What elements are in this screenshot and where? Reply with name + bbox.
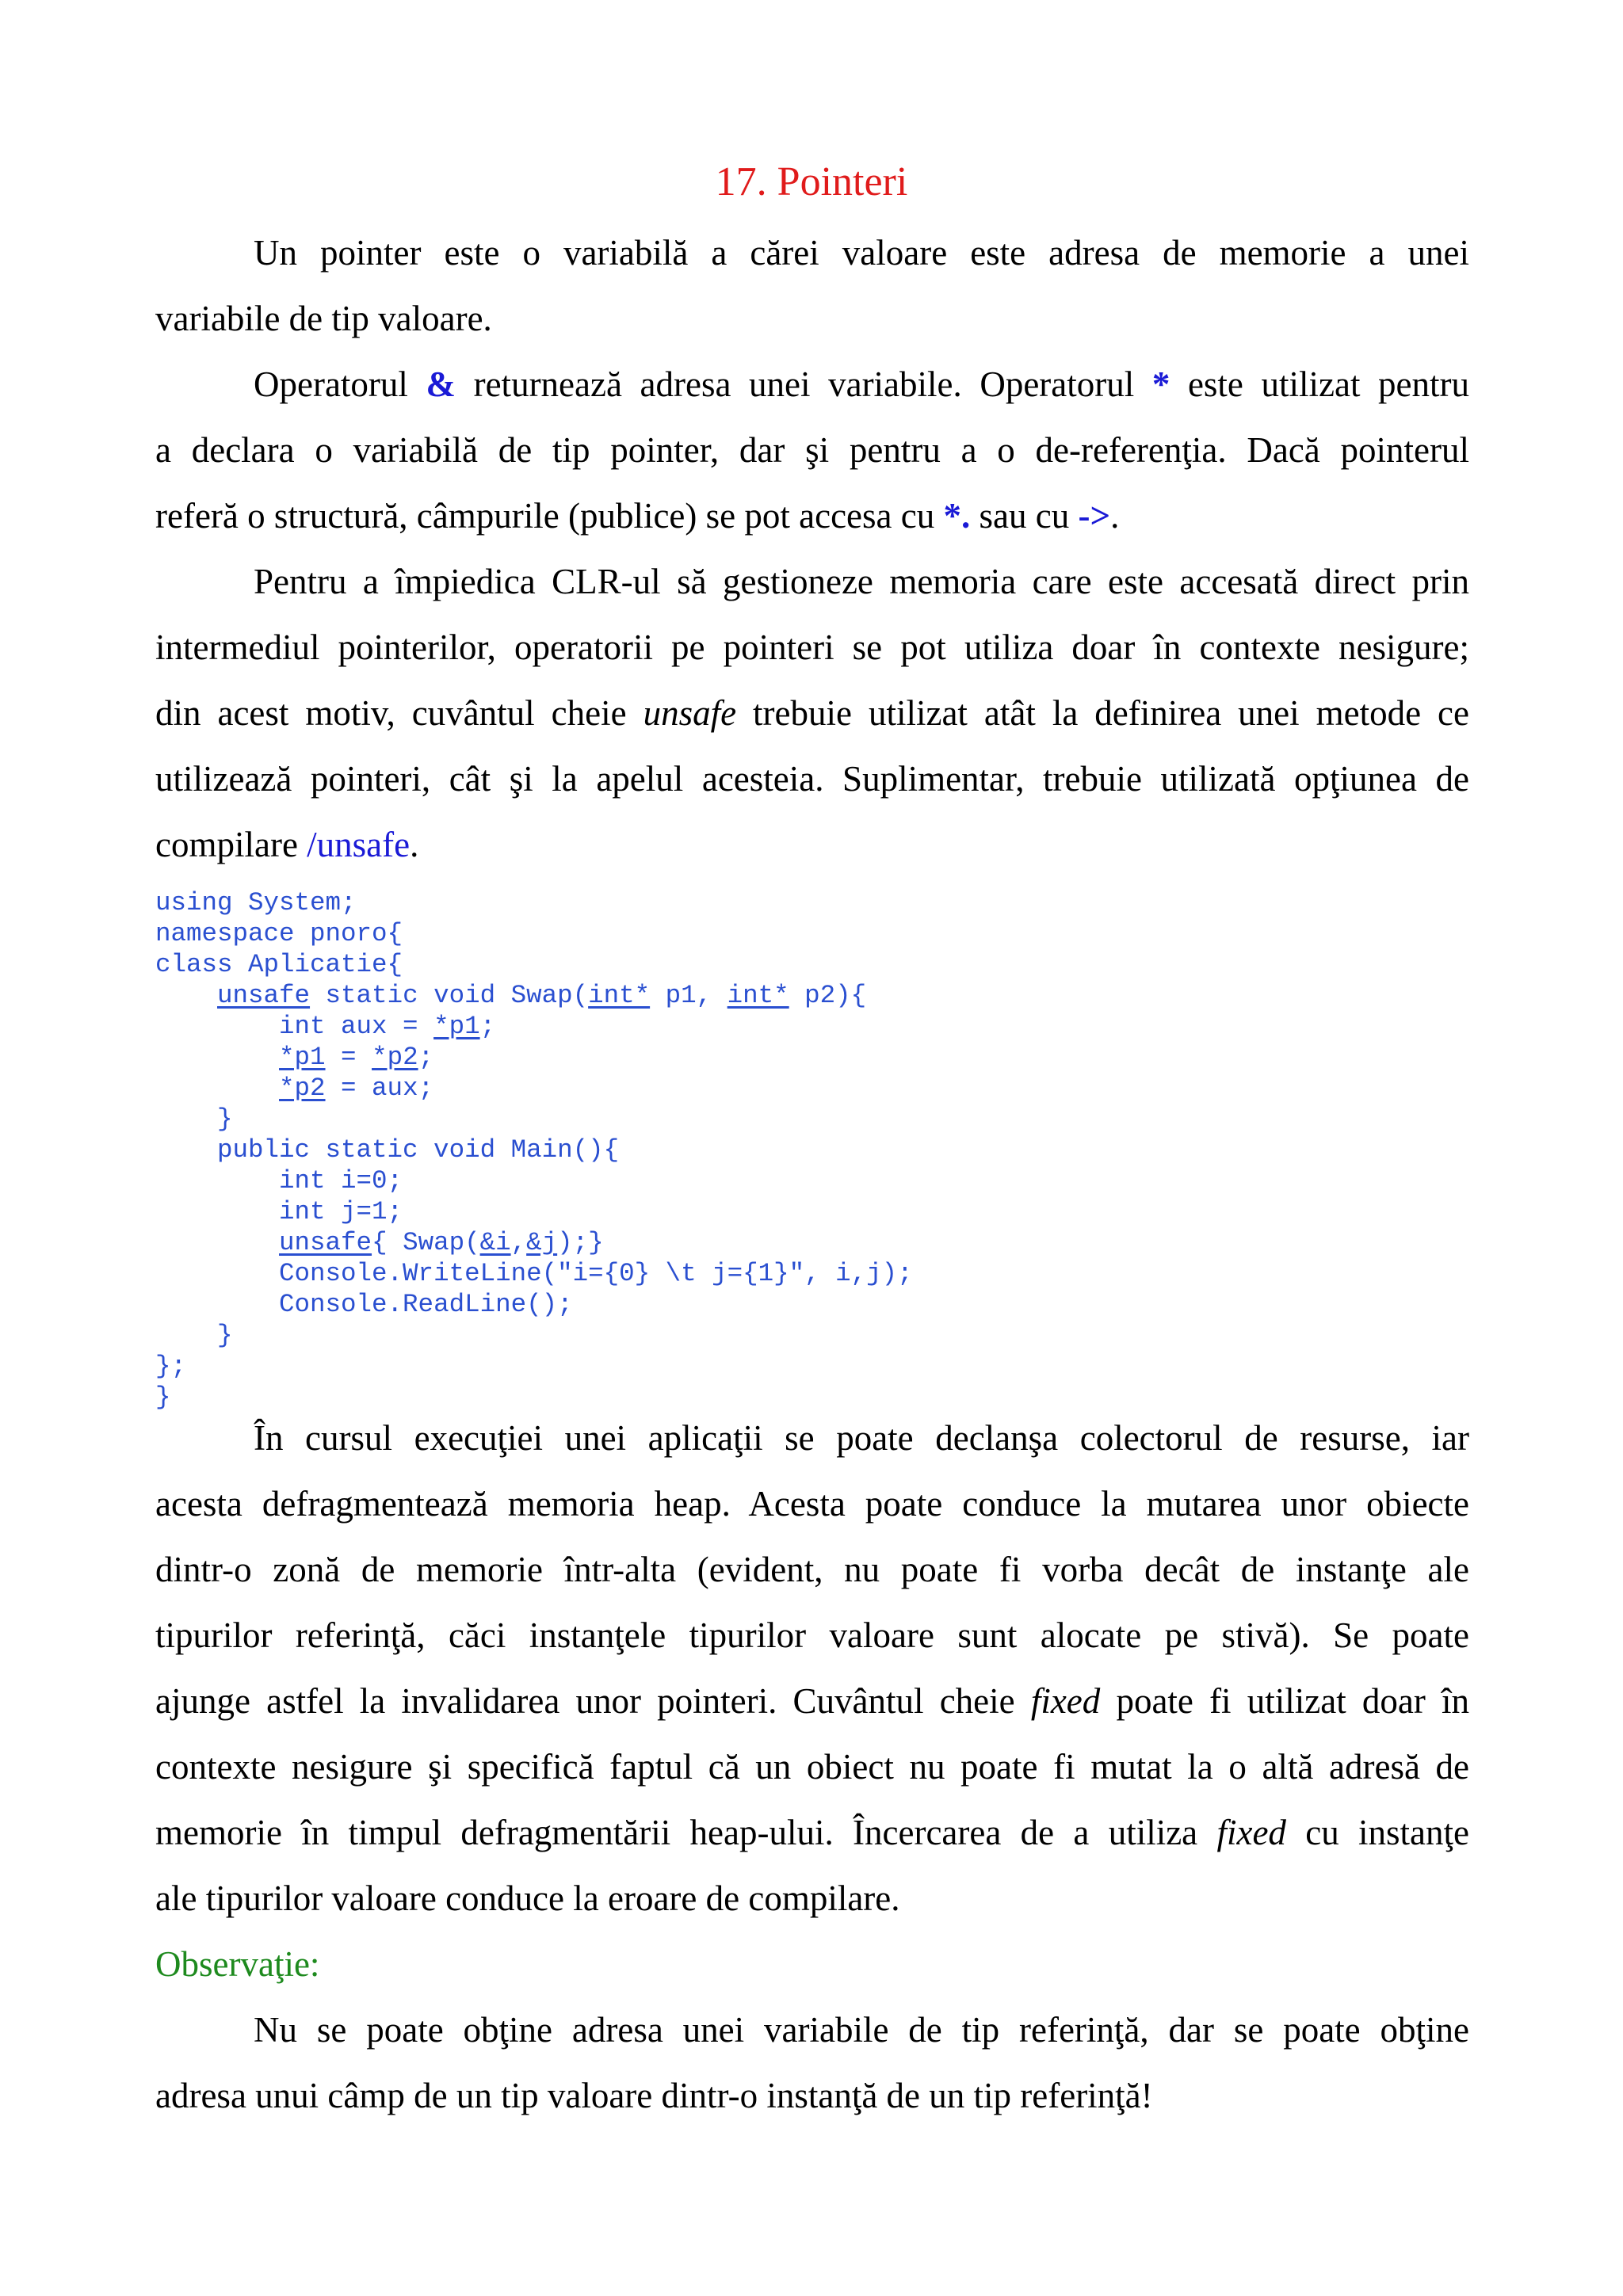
code-line: }; [155, 1352, 187, 1381]
unsafe-keyword: unsafe [643, 693, 737, 733]
code-line: } [155, 1383, 171, 1412]
code-line: public static void Main(){ [217, 1135, 620, 1165]
unsafe-compiler-option: /unsafe [307, 825, 411, 864]
code-listing [155, 887, 1344, 1413]
paragraph-fixed-line-4: tipurilor referinţă, căci instanţele tipurilor valoare sunt alocate pe stivă). Se poate [155, 1615, 1469, 1655]
code-line: Console.WriteLine("i={0} \t j={1}", i,j); [279, 1259, 913, 1288]
paragraph-fixed-line-5: ajunge astfel la invalidarea unor pointeri. Cuvântul cheie fixed poate fi utilizat doar în [155, 1681, 1470, 1721]
code-line: } [217, 1104, 233, 1134]
fixed-keyword: fixed [1030, 1681, 1101, 1721]
code-line: Console.ReadLine(); [279, 1290, 573, 1319]
code-line: *p2 = aux; [279, 1074, 434, 1103]
code-line: *p1 = *p2; [279, 1043, 434, 1072]
ampersand-operator: & [426, 364, 456, 404]
paragraph-fixed-line-2: acesta defragmentează memoria heap. Acesta poate conduce la mutarea unor obiecte [155, 1484, 1469, 1524]
paragraph-operators-line-3: referă o structură, câmpurile (publice) se pot accesa cu *. sau cu ->. [155, 496, 1120, 536]
paragraph-observatie-line-1: Nu se poate obţine adresa unei variabile de tip referinţă, dar se poate obţine [254, 2010, 1469, 2050]
paragraph-fixed-line-6: contexte nesigure şi specifică faptul că un obiect nu poate fi mutat la o altă adresă de [155, 1747, 1469, 1787]
observatie-heading: Observaţie: [155, 1944, 320, 1984]
star-operator: * [1151, 364, 1170, 404]
paragraph-unsafe-line-1: Pentru a împiedica CLR-ul să gestioneze memoria care este accesată direct prin [254, 562, 1469, 601]
page-title: 17. Pointeri [715, 159, 908, 204]
code-line: unsafe{ Swap(&i,&j);} [279, 1228, 604, 1257]
code-line: class Aplicatie{ [155, 950, 403, 979]
arrow-operator: -> [1078, 496, 1111, 536]
code-line: using System; [155, 888, 357, 917]
code-line: int i=0; [279, 1166, 403, 1196]
paragraph-observatie-line-2: adresa unui câmp de un tip valoare dintr-o instanţă de un tip referinţă! [155, 2076, 1153, 2115]
paragraph-unsafe-line-4: utilizează pointeri, cât şi la apelul acesteia. Suplimentar, trebuie utilizată opţiunea de [155, 759, 1469, 799]
code-line: namespace pnoro{ [155, 919, 403, 948]
paragraph-fixed-line-3: dintr-o zonă de memorie într-alta (evident, nu poate fi vorba decât de instanţe ale [155, 1550, 1469, 1589]
paragraph-fixed-line-1: În cursul execuţiei unei aplicaţii se poate declanşa colectorul de resurse, iar [254, 1418, 1469, 1458]
paragraph-fixed-line-7: memorie în timpul defragmentării heap-ului. Încercarea de a utiliza fixed cu instanţe [155, 1813, 1469, 1852]
paragraph-fixed-line-8: ale tipurilor valoare conduce la eroare de compilare. [155, 1878, 900, 1918]
code-line: int aux = *p1; [279, 1012, 496, 1041]
code-line: int j=1; [279, 1197, 403, 1226]
paragraph-unsafe-line-5: compilare /unsafe. [155, 825, 419, 864]
fixed-keyword: fixed [1216, 1813, 1286, 1852]
code-line: } [217, 1321, 233, 1350]
paragraph-unsafe-line-2: intermediul pointerilor, operatorii pe pointeri se pot utiliza doar în contexte nesigure; [155, 627, 1469, 667]
paragraph-unsafe-line-3: din acest motiv, cuvântul cheie unsafe trebuie utilizat atât la definirea unei metode ce [155, 693, 1469, 733]
paragraph-intro-line-2: variabile de tip valoare. [155, 299, 492, 338]
star-dot-operator: *. [943, 496, 971, 536]
code-line: unsafe static void Swap(int* p1, int* p2){ [217, 981, 867, 1010]
paragraph-operators-line-2: a declara o variabilă de tip pointer, dar şi pentru a o de-referenţia. Dacă pointerul [155, 430, 1469, 470]
paragraph-operators-line-1: Operatorul & returnează adresa unei variabile. Operatorul * este utilizat pentru [254, 364, 1469, 404]
paragraph-intro-line-1: Un pointer este o variabilă a cărei valoare este adresa de memorie a unei [254, 233, 1469, 273]
